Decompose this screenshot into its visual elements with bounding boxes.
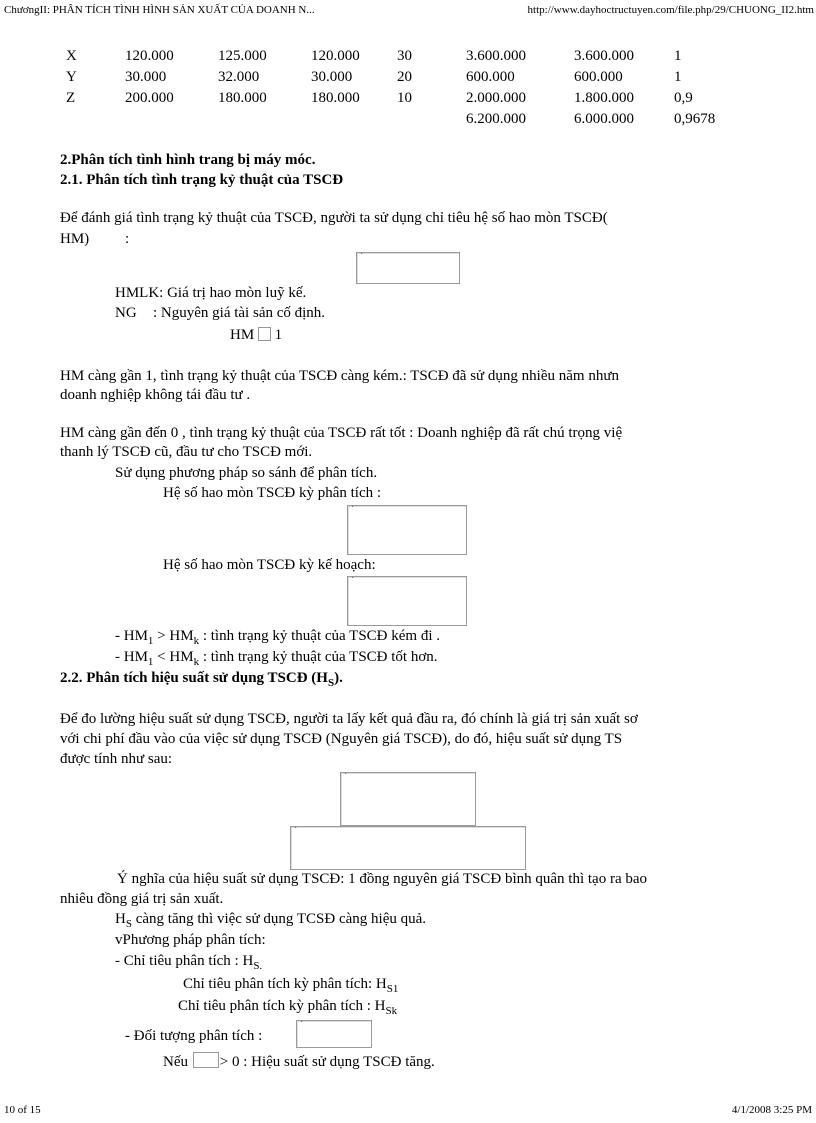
table-cell: 180.000: [311, 90, 360, 106]
table-cell: 600.000: [466, 69, 515, 85]
text-span: : tình trạng kỷ thuật của TSCĐ tốt hơn.: [199, 649, 438, 665]
text-span: - Chỉ tiêu phân tích : H: [115, 953, 254, 969]
text-span: - HM: [115, 649, 148, 665]
formula-image-placeholder: [258, 327, 271, 341]
table-cell: 120.000: [125, 48, 174, 64]
formula-image-placeholder: [347, 505, 467, 555]
table-cell: 30.000: [125, 69, 167, 85]
text-span: Chỉ tiêu phân tích kỳ phân tích : H: [178, 998, 386, 1014]
page-footer-count: 10 of 15: [4, 1104, 41, 1116]
table-cell: 120.000: [311, 48, 360, 64]
formula-image-placeholder: [290, 826, 526, 870]
subscript: S.: [253, 960, 263, 972]
subscript: S: [327, 677, 335, 689]
paragraph-line: thanh lý TSCĐ cũ, đầu tư cho TSCĐ mới.: [60, 444, 313, 460]
table-cell: 1: [674, 48, 682, 64]
text-span: H: [115, 911, 126, 927]
subscript: k: [193, 656, 200, 668]
comparison-line: [115, 628, 440, 647]
formula-text: 1: [274, 327, 283, 343]
subscript: k: [193, 635, 200, 647]
text-span: càng tăng thì việc sử dụng TCSĐ càng hiệu quả.: [131, 911, 427, 927]
table-row-label: X: [66, 48, 77, 64]
paragraph-line: [183, 976, 398, 995]
table-row-label: Z: [66, 90, 76, 106]
page-footer-datetime: 4/1/2008 3:25 PM: [731, 1104, 812, 1116]
text-span: < HM: [153, 649, 194, 665]
paragraph-line: được tính như sau:: [60, 751, 173, 767]
paragraph-line: nhiêu đồng giá trị sản xuất.: [60, 891, 224, 907]
section-heading: 2.Phân tích tình hình trang bị máy móc.: [60, 152, 316, 168]
paragraph-line: vPhương pháp phân tích:: [115, 932, 266, 948]
paragraph-line: Để đo lường hiệu suất sử dụng TSCĐ, người ta lấy kết quả đầu ra, đó chính là giá trị sản xuất sơ: [60, 711, 638, 727]
subscript: S: [125, 918, 132, 930]
formula-image-placeholder: [356, 252, 460, 284]
table-cell: 200.000: [125, 90, 174, 106]
table-cell: 125.000: [218, 48, 267, 64]
table-cell: 180.000: [218, 90, 267, 106]
table-total-cell: 6.200.000: [466, 111, 526, 127]
subsection-heading: [60, 670, 343, 689]
text-span: > 0 : Hiệu suất sử dụng TSCĐ tăng.: [219, 1054, 435, 1070]
formula-image-placeholder: [347, 576, 467, 626]
subsection-heading: 2.1. Phân tích tình trạng kỷ thuật của TSCĐ: [60, 172, 344, 188]
text-span: Nếu: [163, 1054, 188, 1070]
table-cell: 20: [397, 69, 412, 85]
paragraph-line: Để đánh giá tình trạng kỷ thuật của TSCĐ, người ta sử dụng chỉ tiêu hệ số hao mòn TSCĐ(: [60, 210, 608, 226]
text-span: ).: [334, 670, 343, 686]
subscript: 1: [147, 656, 154, 668]
formula-image-placeholder: [340, 772, 476, 826]
formula-image-placeholder: [193, 1052, 219, 1068]
text-span: - HM: [115, 628, 148, 644]
table-cell: 3.600.000: [574, 48, 634, 64]
text-span: 2.2. Phân tích hiệu suất sử dụng TSCĐ (H: [60, 670, 328, 686]
table-row-label: Y: [66, 69, 77, 85]
subscript: S1: [386, 983, 399, 995]
page-header-title: ChươngII: PHÂN TÍCH TÌNH HÌNH SẢN XUẤT CỦA DOANH N...: [4, 4, 315, 16]
definition-line: HMLK: Giá trị hao mòn luỹ kế.: [115, 285, 307, 301]
table-cell: 3.600.000: [466, 48, 526, 64]
table-total-cell: 6.000.000: [574, 111, 634, 127]
paragraph-line: Hệ số hao mòn TSCĐ kỳ phân tích :: [163, 485, 382, 501]
paragraph-line: :: [125, 231, 130, 247]
page-header-url[interactable]: http://www.dayhoctructuyen.com/file.php/29/CHUONG_II2.htm: [527, 4, 814, 16]
definition-line: : Nguyên giá tài sản cố định.: [153, 305, 326, 321]
paragraph-line: với chi phí đầu vào của việc sử dụng TSCĐ (Nguyên giá TSCĐ), do đó, hiệu suất sử dụng TS: [60, 731, 623, 747]
table-cell: 1.800.000: [574, 90, 634, 106]
formula-image-placeholder: [296, 1020, 372, 1048]
table-total-cell: 0,9678: [674, 111, 716, 127]
table-cell: 10: [397, 90, 412, 106]
paragraph-line: Ý nghĩa của hiệu suất sử dụng TSCĐ: 1 đồng nguyên giá TSCĐ bình quân thì tạo ra bao: [117, 871, 648, 887]
definition-label: NG: [115, 305, 137, 321]
subscript: Sk: [385, 1005, 398, 1017]
text-span: : tình trạng kỷ thuật của TSCĐ kém đi .: [199, 628, 441, 644]
table-cell: 32.000: [218, 69, 260, 85]
table-cell: 600.000: [574, 69, 623, 85]
paragraph-line: doanh nghiệp không tái đầu tư .: [60, 387, 251, 403]
formula-text: HM: [230, 327, 255, 343]
comparison-line: [115, 649, 438, 668]
text-span: > HM: [153, 628, 194, 644]
formula-line: [230, 325, 282, 344]
subscript: 1: [147, 635, 154, 647]
paragraph-line: [178, 998, 397, 1017]
paragraph-line: [163, 1050, 435, 1071]
paragraph-line: HM càng gần 1, tình trạng kỷ thuật của TSCĐ càng kém.: TSCĐ đã sử dụng nhiều năm nhưn: [60, 368, 619, 384]
paragraph-line: [115, 953, 262, 972]
table-cell: 30: [397, 48, 412, 64]
paragraph-line: [115, 911, 426, 930]
table-cell: 2.000.000: [466, 90, 526, 106]
paragraph-line: HM càng gần đến 0 , tình trạng kỷ thuật của TSCĐ rất tốt : Doanh nghiệp đã rất chú trọng việ: [60, 425, 623, 441]
table-cell: 1: [674, 69, 682, 85]
table-cell: 30.000: [311, 69, 353, 85]
text-span: Chỉ tiêu phân tích kỳ phân tích: H: [183, 976, 387, 992]
table-cell: 0,9: [674, 90, 693, 106]
paragraph-line: HM): [60, 231, 90, 247]
paragraph-line: - Đối tượng phân tích :: [125, 1028, 263, 1044]
paragraph-line: Sử dụng phương pháp so sánh để phân tích.: [115, 465, 378, 481]
paragraph-line: Hệ số hao mòn TSCĐ kỳ kế hoạch:: [163, 557, 376, 573]
